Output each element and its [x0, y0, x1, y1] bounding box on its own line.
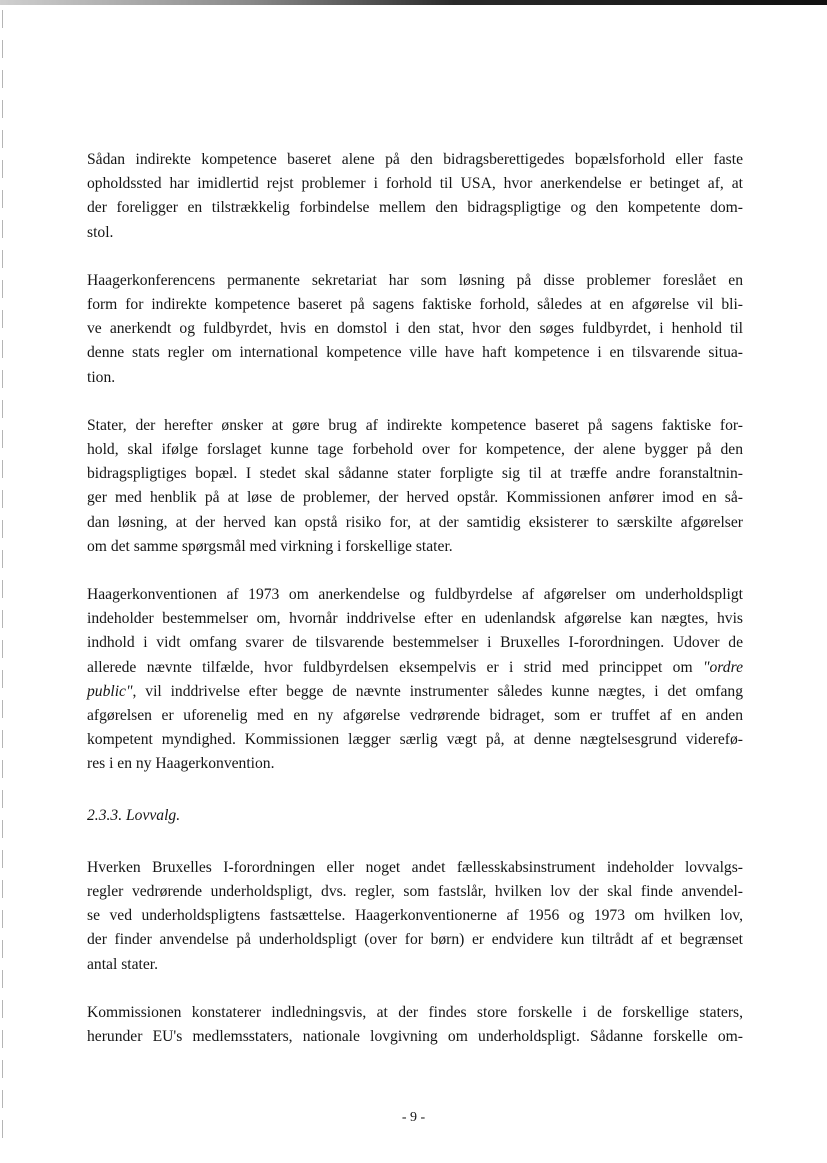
text-line: res i en ny Haagerkonvention.: [87, 755, 275, 773]
paragraph-1: [87, 148, 743, 245]
page-number: - 9 -: [401, 1110, 426, 1125]
text-segment: , vil inddrivelse efter begge de nævnte instrumenter således kunne nægtes, i det omfang: [132, 682, 743, 700]
text-line: der foreligger en tilstrækkelig forbindelse mellem den bidragspligtige og den kompetente dom-: [87, 199, 743, 217]
text-line: der finder anvendelse på underholdspligt (over for børn) er endvidere kun tiltrådt af et begrænset: [87, 931, 743, 949]
text-line: afgørelsen er uforenelig med en ny afgørelse vedrørende bidraget, som er truffet af en anden: [87, 707, 743, 725]
text-line: form for indirekte kompetence baseret på sagens faktiske forhold, således at en afgørelse vil bli-: [87, 296, 743, 314]
text-line: Haagerkonventionen af 1973 om anerkendelse og fuldbyrdelse af afgørelser om underholdspligt: [87, 586, 743, 604]
paragraph-6: [87, 1001, 743, 1049]
italic-term: "ordre: [702, 658, 743, 676]
text-line: om det samme spørgsmål med virkning i forskellige stater.: [87, 537, 453, 555]
document-body: [87, 148, 743, 1073]
text-line: indhold i vidt omfang svarer de tilsvarende bestemmelser i Bruxelles I-forordningen. Udover de: [87, 634, 743, 652]
text-line: stol.: [87, 223, 114, 241]
text-line: denne stats regler om international kompetence ville have haft kompetence i en tilsvarende situa-: [87, 344, 743, 362]
text-line: ger med henblik på at løse de problemer, der herved opstår. Kommissionen anfører imod en så-: [87, 489, 743, 507]
text-line-with-italic: [87, 680, 743, 704]
text-line: Sådan indirekte kompetence baseret alene på den bidragsberettigedes bopælsforhold eller faste: [87, 151, 743, 168]
section-heading: 2.3.3. Lovvalg.: [87, 806, 181, 824]
text-line: opholdssted har imidlertid rejst problemer i forhold til USA, hvor anerkendelse er betinget af, at: [87, 175, 743, 193]
text-line: hold, skal ifølge forslaget kunne tage forbehold over for kompetence, der alene bygger på den: [87, 441, 743, 459]
text-line: se ved underholdspligtens fastsættelse. Haagerkonventionerne af 1956 og 1973 om hvilken lov,: [87, 907, 743, 925]
text-line: antal stater.: [87, 955, 159, 973]
text-line-with-italic: [87, 656, 743, 680]
text-line: dan løsning, at der herved kan opstå risiko for, at der samtidig eksisterer to særskilte afgørelser: [87, 513, 743, 531]
text-line: indeholder bestemmelser om, hvornår inddrivelse efter en udenlandsk afgørelse kan nægtes, hvis: [87, 610, 743, 628]
text-segment: allerede nævnte tilfælde, hvor fuldbyrdelsen eksempelvis er i strid med princippet om: [87, 658, 703, 676]
text-line: Stater, der herefter ønsker at gøre brug af indirekte kompetence baseret på sagens faktiske for-: [87, 416, 743, 434]
text-line: tion.: [87, 368, 116, 386]
text-line: regler vedrørende underholdspligt, dvs. regler, som fastslår, hvilken lov der skal finde anvendel-: [87, 883, 743, 901]
text-line: Haagerkonferencens permanente sekretariat har som løsning på disse problemer foreslået en: [87, 271, 743, 289]
paragraph-5: [87, 856, 743, 977]
paragraph-2: [87, 269, 743, 390]
text-line: bidragspligtiges bopæl. I stedet skal sådanne stater forpligte sig til at træffe andre foranstaltnin-: [87, 465, 743, 483]
text-line: herunder EU's medlemsstaters, nationale lovgivning om underholdspligt. Sådanne forskelle om-: [87, 1028, 743, 1046]
text-line: Hverken Bruxelles I-forordningen eller noget andet fællesskabsinstrument indeholder lovvalgs-: [87, 858, 743, 876]
paragraph-4: [87, 583, 743, 777]
scan-edge-left: [2, 10, 3, 1150]
scan-edge-top: [0, 0, 827, 5]
text-line: Kommissionen konstaterer indledningsvis, at der findes store forskelle i de forskellige staters,: [87, 1003, 743, 1021]
italic-term: public": [87, 682, 133, 700]
text-line: kompetent myndighed. Kommissionen lægger særlig vægt på, at denne nægtelsesgrund viderefø-: [87, 731, 743, 749]
text-line: ve anerkendt og fuldbyrdet, hvis en domstol i den stat, hvor den søges fuldbyrdet, i henhold til: [87, 320, 743, 338]
paragraph-3: [87, 414, 743, 559]
